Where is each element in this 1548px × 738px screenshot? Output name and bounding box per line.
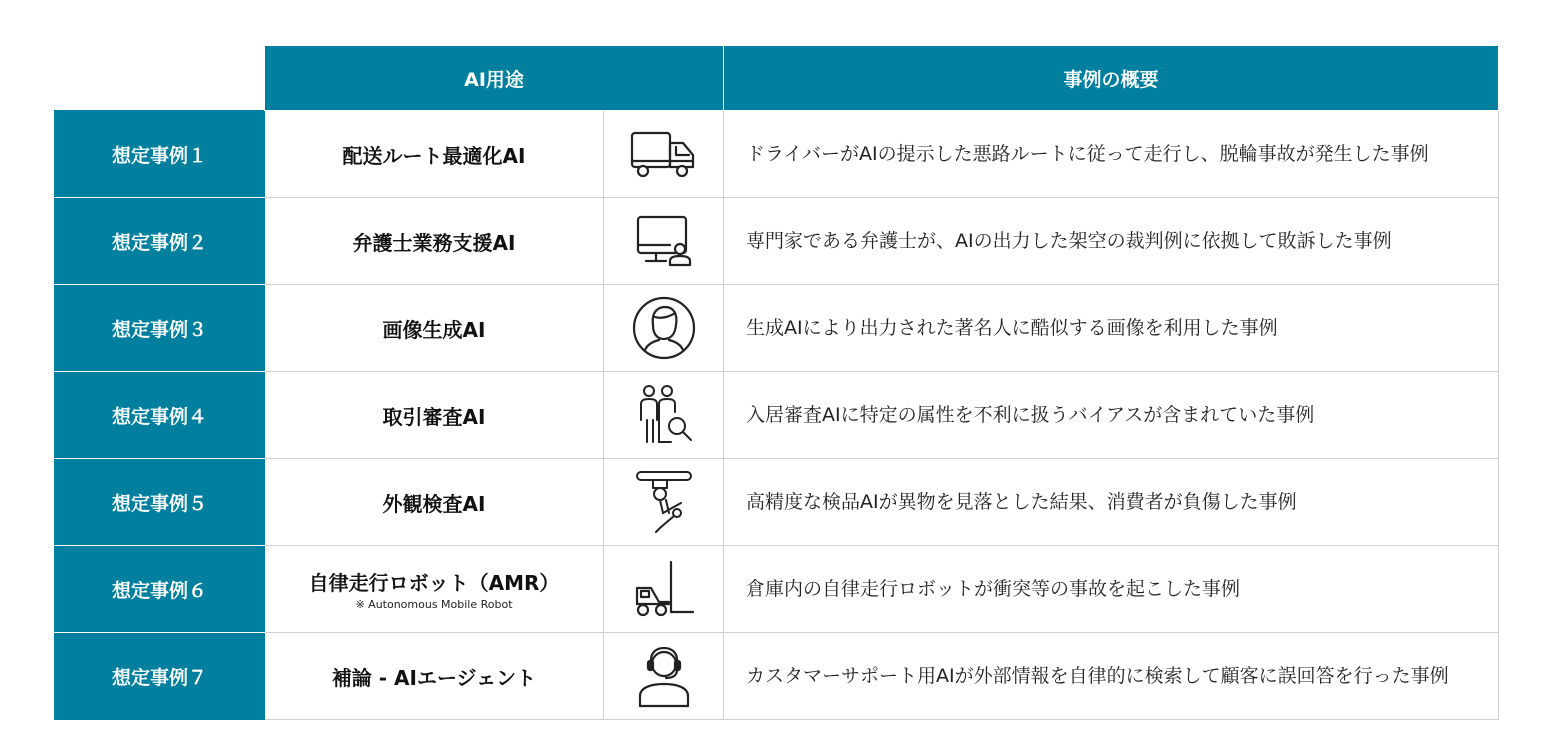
table-row [55, 372, 1499, 459]
monitor-user-icon [632, 213, 696, 269]
ai-use-name: 弁護士業務支援AI [265, 198, 604, 285]
ai-use-name: 取引審査AI [265, 372, 604, 459]
ai-use-name: 自律走行ロボット（AMR） [308, 571, 560, 595]
header-summary: 事例の概要 [724, 46, 1499, 111]
person-portrait-icon [631, 295, 697, 361]
table-row [55, 459, 1499, 546]
case-summary: 専門家である弁護士が、AIの出力した架空の裁判例に依拠して敗訴した事例 [724, 198, 1499, 285]
header-ai-use: AI用途 [265, 46, 724, 111]
ai-use-name: 配送ルート最適化AI [265, 111, 604, 198]
table-row [55, 198, 1499, 285]
ai-use-name: 補論 - AIエージェント [265, 633, 604, 720]
table-row [55, 111, 1499, 198]
table-row [55, 285, 1499, 372]
table-row [55, 546, 1499, 633]
forklift-icon [631, 558, 697, 620]
ai-use-name: 画像生成AI [265, 285, 604, 372]
case-label: 想定事例１ [55, 111, 265, 198]
table-header-row [55, 46, 1499, 111]
case-summary: 入居審査AIに特定の属性を不利に扱うバイアスが含まれていた事例 [724, 372, 1499, 459]
case-summary: 倉庫内の自律走行ロボットが衝突等の事故を起こした事例 [724, 546, 1499, 633]
case-summary: カスタマーサポート用AIが外部情報を自律的に検索して顧客に誤回答を行った事例 [724, 633, 1499, 720]
case-summary: ドライバーがAIの提示した悪路ルートに従って走行し、脱輪事故が発生した事例 [724, 111, 1499, 198]
headset-operator-icon [634, 644, 694, 708]
header-blank-cell [55, 46, 265, 111]
case-label: 想定事例７ [55, 633, 265, 720]
case-label: 想定事例２ [55, 198, 265, 285]
case-table [54, 45, 1499, 720]
case-label: 想定事例４ [55, 372, 265, 459]
case-summary: 生成AIにより出力された著名人に酷似する画像を利用した事例 [724, 285, 1499, 372]
case-label: 想定事例３ [55, 285, 265, 372]
case-summary: 高精度な検品AIが異物を見落とした結果、消費者が負傷した事例 [724, 459, 1499, 546]
ai-use-name: 外観検査AI [265, 459, 604, 546]
table-row [55, 633, 1499, 720]
case-label: 想定事例５ [55, 459, 265, 546]
people-search-icon [631, 382, 697, 448]
ai-use-footnote: ※ Autonomous Mobile Robot [355, 598, 513, 611]
robot-arm-icon [631, 469, 697, 535]
case-label: 想定事例６ [55, 546, 265, 633]
truck-icon [629, 127, 699, 181]
